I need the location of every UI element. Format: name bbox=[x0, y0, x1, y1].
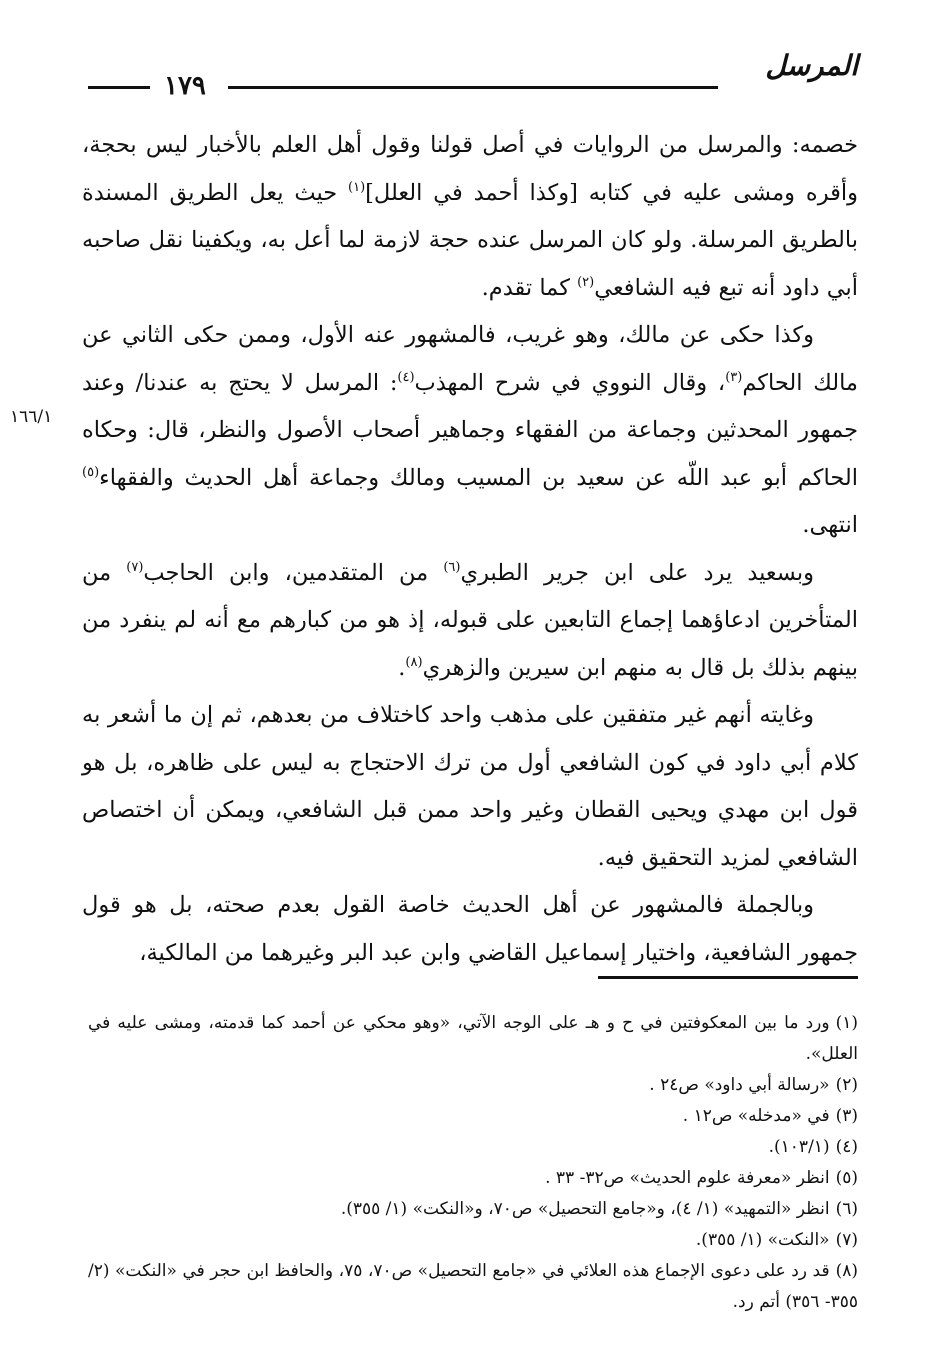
main-text bbox=[10, 122, 858, 977]
footnote-ref: (٦) bbox=[443, 559, 461, 575]
footnote-text: «النكت» (١/ ٣٥٥). bbox=[695, 1230, 830, 1250]
footnote-text: (١٠٣/١). bbox=[768, 1137, 830, 1157]
footnote-text: انظر «التمهيد» (١/ ٤)، و«جامع التحصيل» ص٧٠، و«النكت» (١/ ٣٥٥). bbox=[340, 1199, 830, 1219]
footnote-ref: (٣) bbox=[725, 369, 743, 385]
paragraph-2 bbox=[82, 312, 858, 550]
footnote-ref: (٤) bbox=[397, 369, 415, 385]
footnote-text: انظر «معرفة علوم الحديث» ص٣٢- ٣٣ . bbox=[545, 1168, 830, 1188]
page-header bbox=[88, 40, 858, 100]
footnote-ref: (٨) bbox=[405, 654, 423, 670]
footnote-number: (٦) bbox=[835, 1199, 858, 1219]
header-rule-short bbox=[88, 86, 150, 89]
paragraph-1 bbox=[82, 122, 858, 312]
page-number: ١٧٩ bbox=[158, 68, 212, 104]
paragraph-5: وبالجملة فالمشهور عن أهل الحديث خاصة القول بعدم صحته، بل هو قول جمهور الشافعية، واختيار إسماعيل القاضي وابن عبد البر وغيرهما من المالكية، bbox=[82, 892, 858, 966]
footnote-number: (٧) bbox=[835, 1230, 858, 1250]
footnote-number: (٢) bbox=[835, 1075, 858, 1095]
footnote-item bbox=[88, 1256, 858, 1318]
footnote-item bbox=[88, 1132, 858, 1163]
footnote-item bbox=[88, 1163, 858, 1194]
text-run: حيث يعل الطريق المسندة بالطريق المرسلة. ولو كان المرسل عنده حجة لازمة لما أعل به، ويكفينا نقل صاحبه أبي داود أنه تبع فيه الشافعي bbox=[82, 179, 858, 301]
margin-page-reference: ١٦٦/١ bbox=[10, 407, 53, 427]
footnote-item bbox=[88, 1101, 858, 1132]
footnote-number: (٣) bbox=[835, 1106, 858, 1126]
footnote-item bbox=[88, 1225, 858, 1256]
footnote-ref: (٢) bbox=[577, 274, 595, 290]
footnote-text: قد رد على دعوى الإجماع هذه العلائي في «جامع التحصيل» ص٧٠، ٧٥، والحافظ ابن حجر في «النكت» (٢/ ٣٥٥- ٣٥٦) أتم رد. bbox=[88, 1261, 858, 1312]
text-run: كما تقدم. bbox=[481, 274, 578, 301]
text-run: وكذا حكى عن مالك، وهو غريب، فالمشهور عنه الأول، وممن حكى الثاني عن مالك الحاكم bbox=[82, 322, 858, 396]
header-rule bbox=[228, 86, 718, 89]
footnote-text: في «مدخله» ص١٢ . bbox=[682, 1106, 830, 1126]
footnote-item bbox=[88, 1008, 858, 1070]
footnote-text: «رسالة أبي داود» ص٢٤ . bbox=[649, 1075, 830, 1095]
footnote-text: ورد ما بين المعكوفتين في ح و هـ على الوجه الآتي، «وهو محكي عن أحمد كما قدمته، ومشى عليه في العلل». bbox=[88, 1013, 858, 1064]
text-run: : المرسل لا يحتج به عندنا/ وعند جمهور المحدثين وجماعة من الفقهاء وجماهير أصحاب الأصول والنظر، قال: وحكاه الحاكم أبو عبد اللّه عن سعيد بن المسيب ومالك وجماعة أهل الحديث والفقهاء bbox=[82, 369, 858, 491]
footnote-ref: (٥) bbox=[82, 464, 100, 480]
running-title: المرسل bbox=[765, 49, 858, 82]
paragraph-4: وغايته أنهم غير متفقين على مذهب واحد كاختلاف من بعدهم، ثم إن ما أشعر به كلام أبي داود في كون الشافعي أول من ترك الاحتجاج به ليس على ظاهره، بل هو قول ابن مهدي ويحيى القطان وغير واحد ممن قبل الشافعي، ويمكن أن اختصاص الشافعي لمزيد التحقيق فيه. bbox=[82, 702, 858, 871]
footnote-ref: (٧) bbox=[126, 559, 144, 575]
text-run: . bbox=[398, 654, 406, 681]
text-run: وبسعيد يرد على ابن جرير الطبري bbox=[460, 559, 814, 586]
text-run: ، وقال النووي في شرح المهذب bbox=[414, 369, 726, 396]
text-run: من المتقدمين، وابن الحاجب bbox=[143, 559, 444, 586]
footnote-ref: (١) bbox=[348, 179, 366, 195]
paragraph-3 bbox=[82, 550, 858, 693]
footnote-separator bbox=[598, 976, 858, 979]
text-run: انتهى. bbox=[802, 512, 858, 538]
footnote-item bbox=[88, 1070, 858, 1101]
text-run: خصمه: والمرسل من الروايات في أصل قولنا وقول أهل العلم بالأخبار ليس بحجة، وأقره ومشى عليه في كتابه [وكذا أحمد في العلل] bbox=[82, 132, 858, 206]
footnote-number: (١) bbox=[835, 1013, 858, 1033]
footnote-item bbox=[88, 1194, 858, 1225]
footnote-number: (٤) bbox=[835, 1137, 858, 1157]
footnote-number: (٥) bbox=[835, 1168, 858, 1188]
footnote-number: (٨) bbox=[835, 1261, 858, 1281]
footnotes-list bbox=[88, 1008, 858, 1318]
text-run: من المتأخرين ادعاؤهما إجماع التابعين على قبوله، إذ هو من كبارهم مع أنه لم ينفرد من بينهم بذلك بل قال به منهم ابن سيرين والزهري bbox=[82, 559, 858, 681]
